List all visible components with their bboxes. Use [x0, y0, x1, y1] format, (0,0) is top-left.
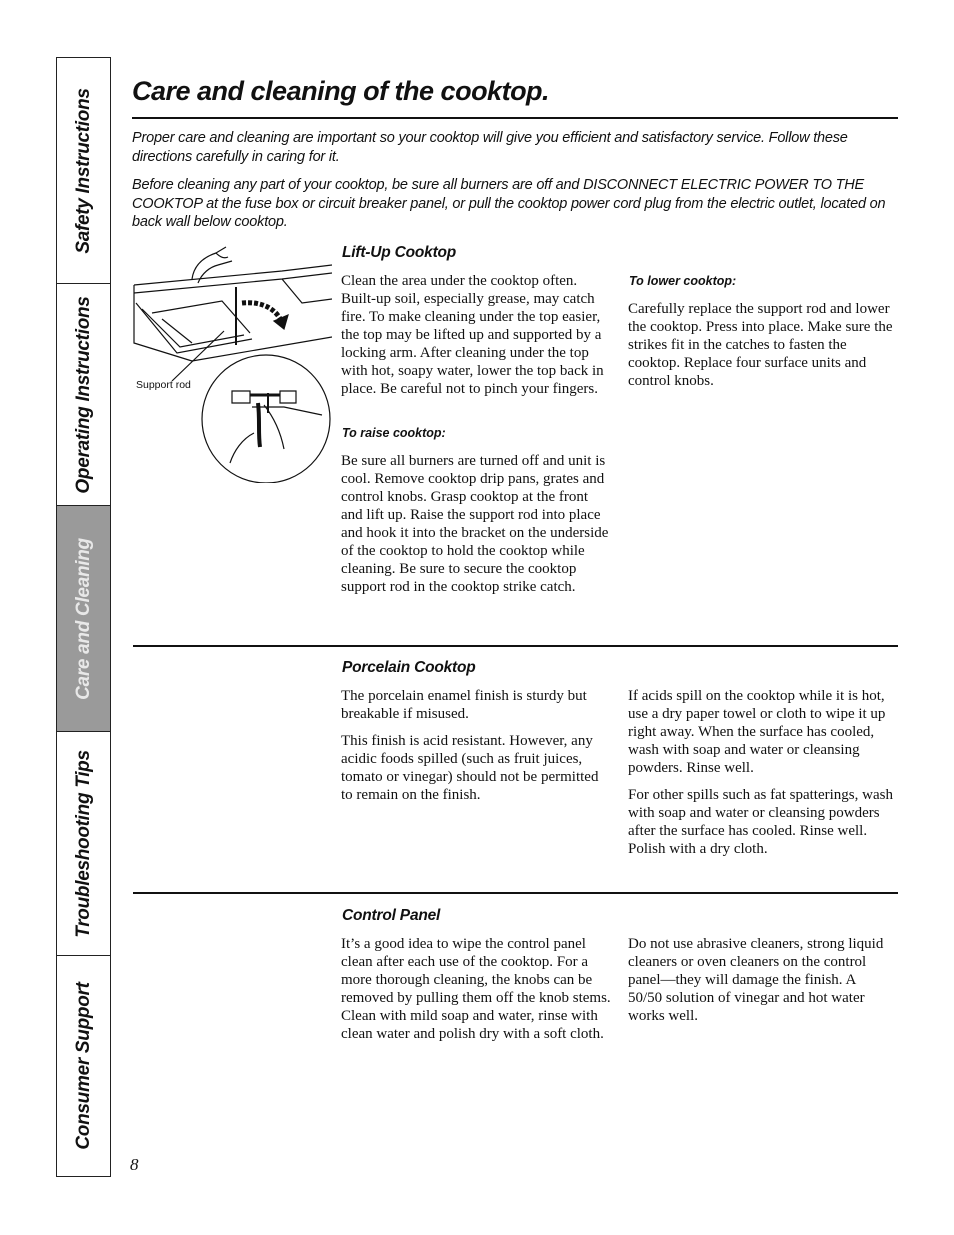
section-tab-bar: [56, 57, 111, 1177]
lift-up-cooktop-illustration: [132, 243, 332, 483]
lift-up-cooktop-text: Clean the area under the cooktop often. Built-up soil, especially grease, may catch fire. To make cleaning under the top easier, the top may be lifted up and supported by a locking arm. After cleaning under the top with hot, soapy water, lower the top back in place. Be careful not to pinch your fingers.: [341, 273, 604, 397]
page-number: 8: [130, 1155, 139, 1174]
section-divider: [133, 645, 898, 647]
raise-cooktop-text: Be sure all burners are turned off and unit is cool. Remove cooktop drip pans, grates and control knobs. Grasp cooktop at the front and lift up. Raise the support rod into place and hook it into the bracket on the underside of the cooktop to hold the cooktop while cleaning. Be sure to secure the cooktop support rod in the cooktop strike catch.: [341, 453, 609, 595]
porcelain-text-4: For other spills such as fat spatterings, wash with soap and water or cleansing powders after the surface has cooled. Rinse well. Polish with a dry cloth.: [628, 787, 893, 857]
tab-label: Operating Instructions: [72, 295, 94, 494]
tab-label: Care and Cleaning: [72, 537, 94, 700]
tab-label: Safety Instructions: [72, 87, 94, 254]
porcelain-cooktop-heading: Porcelain Cooktop: [342, 659, 476, 676]
control-panel-text-1: It’s a good idea to wipe the control panel clean after each use of the cooktop. For a more thorough cleaning, the knobs can be removed by pulling them off the knob stems. Clean with mild soap and water, rinse with clean water and polish dry with a soft cloth.: [341, 936, 611, 1042]
title-divider: [132, 117, 898, 119]
tab-label: Consumer Support: [72, 982, 94, 1150]
tab-consumer-support[interactable]: [57, 956, 110, 1176]
lower-cooktop-heading: To lower cooktop:: [629, 274, 737, 288]
porcelain-text-1: The porcelain enamel finish is sturdy but breakable if misused.: [341, 688, 587, 722]
control-panel-text-2: Do not use abrasive cleaners, strong liquid cleaners or oven cleaners on the control panel—they will damage the finish. A 50/50 solution of vinegar and hot water works well.: [628, 936, 884, 1024]
control-panel-heading: Control Panel: [342, 907, 441, 924]
intro-paragraph: Proper care and cleaning are important so your cooktop will give you efficient and satisfactory service. Follow these directions carefully in caring for it.: [132, 130, 848, 165]
lift-up-cooktop-heading: Lift-Up Cooktop: [342, 244, 457, 261]
support-rod-label: Support rod: [136, 379, 191, 391]
porcelain-text-3: If acids spill on the cooktop while it is hot, use a dry paper towel or cloth to wipe it up right away. When the surface has cooled, wash with soap and water or cleansing powders. Rinse well.: [628, 688, 886, 776]
page-title: Care and cleaning of the cooktop.: [132, 76, 550, 106]
tab-safety-instructions[interactable]: [57, 58, 110, 284]
warning-paragraph: Before cleaning any part of your cooktop, be sure all burners are off and DISCONNECT ELECTRIC POWER TO THE COOKTOP at the fuse box or circuit breaker panel, or pull the cooktop power cord plug from the electric outlet, located on back wall below cooktop.: [132, 177, 886, 230]
porcelain-text-2: This finish is acid resistant. However, any acidic foods spilled (such as fruit juices, tomato or vinegar) should not be permitted to remain on the finish.: [341, 733, 599, 803]
lower-cooktop-text: Carefully replace the support rod and lower the cooktop. Press into place. Make sure the strikes fit in the catches to fasten the cooktop. Replace four surface units and control knobs.: [628, 301, 893, 389]
section-divider: [133, 892, 898, 894]
raise-cooktop-heading: To raise cooktop:: [342, 426, 446, 440]
tab-label: Troubleshooting Tips: [72, 749, 94, 938]
tab-care-and-cleaning[interactable]: [57, 506, 110, 732]
tab-troubleshooting-tips[interactable]: [57, 732, 110, 956]
tab-operating-instructions[interactable]: [57, 284, 110, 506]
